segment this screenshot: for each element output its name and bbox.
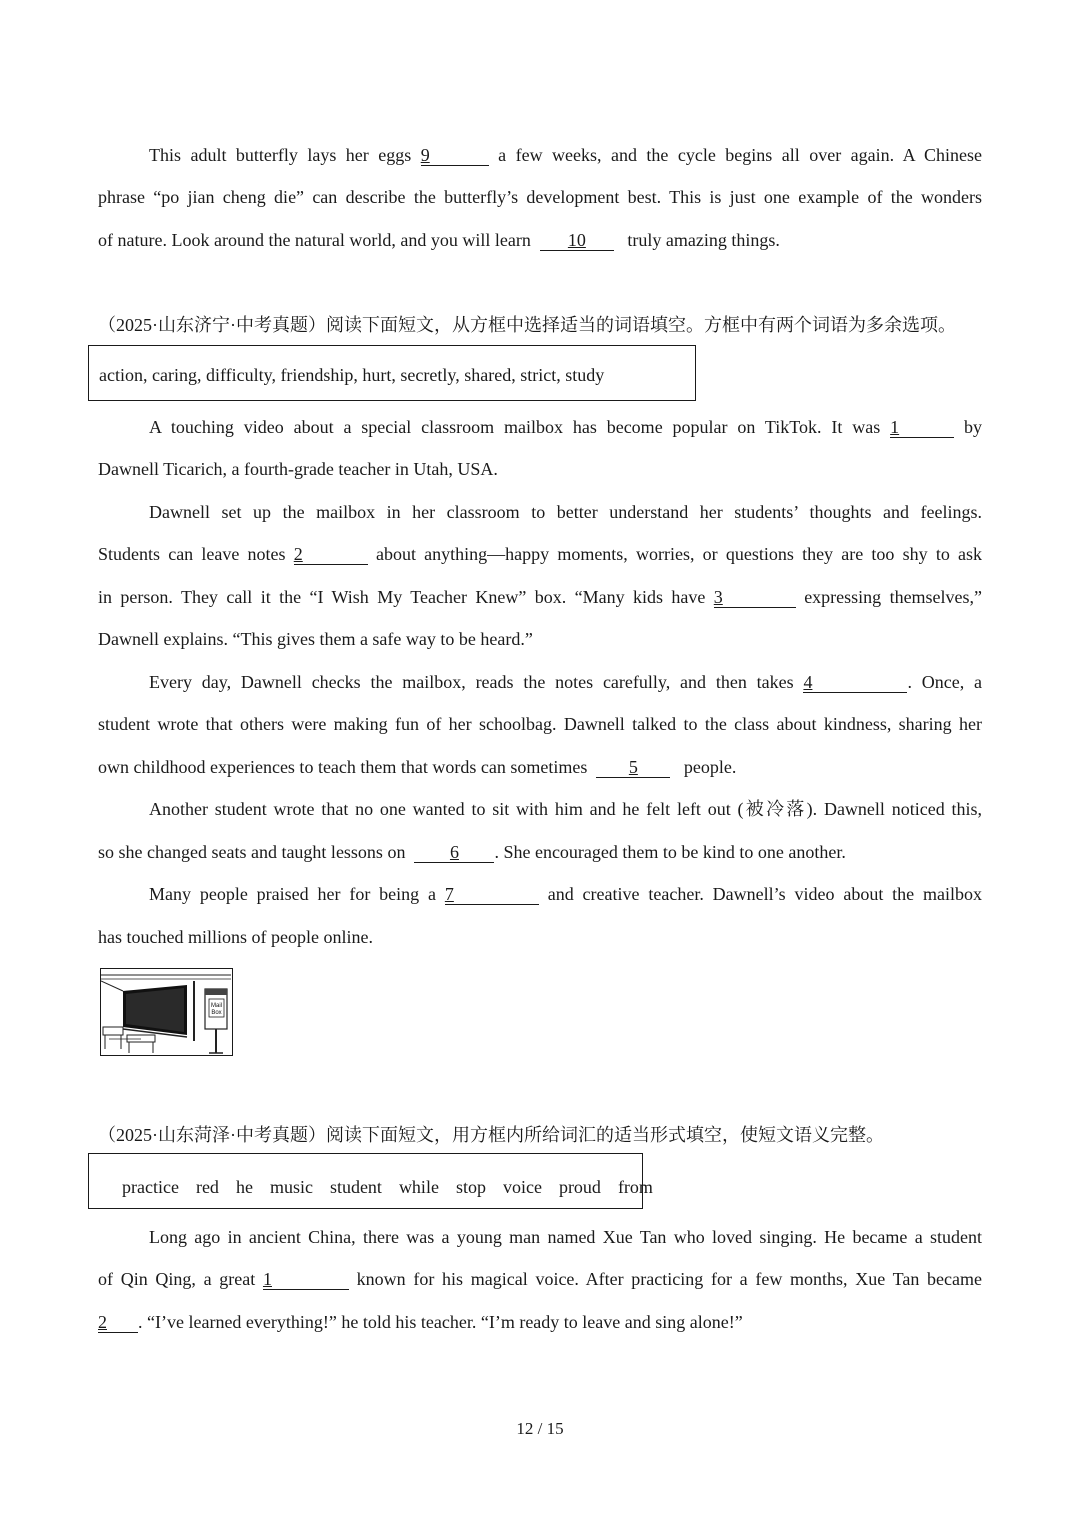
word: he xyxy=(235,1177,253,1197)
blank-1: 1 xyxy=(890,417,954,438)
svg-text:Box: Box xyxy=(211,1010,222,1016)
text: people. xyxy=(683,757,737,777)
page-number: 12 / 15 xyxy=(516,1419,564,1438)
text: about anything—happy moments, worries, or questions they are too shy to ask xyxy=(375,544,983,564)
text: in person. They call it the “I Wish My Teacher Knew” box. “Many kids have xyxy=(98,587,706,607)
q2-line-10: Another student wrote that no one wanted to sit with him and he felt left out (被冷落). Dawnell noticed this, xyxy=(149,799,982,819)
mailbox-label: Mail xyxy=(210,1003,223,1009)
classroom-mailbox-image xyxy=(100,968,233,1056)
text: so she changed seats and taught lessons on xyxy=(98,842,406,862)
q2-line-7 xyxy=(149,670,982,694)
blank-4: 4 xyxy=(803,672,907,693)
text: Students can leave notes xyxy=(98,544,286,564)
q2-line-3: Dawnell set up the mailbox in her classroom to better understand her students’ thoughts and feelings. xyxy=(149,502,982,522)
blank-1: 1 xyxy=(263,1269,349,1290)
text: Many people praised her for being a xyxy=(149,884,436,904)
word: student xyxy=(329,1177,382,1197)
text: truly amazing things. xyxy=(627,230,780,250)
text: Every day, Dawnell checks the mailbox, reads the notes carefully, and then takes xyxy=(149,672,794,692)
text: and creative teacher. Dawnell’s video about the mailbox xyxy=(547,884,983,904)
q3-header: （2025·山东菏泽·中考真题）阅读下面短文，用方框内所给词汇的适当形式填空，使短文语义完整。 xyxy=(98,1125,884,1145)
blank-9: 9 xyxy=(421,145,489,166)
text: of nature. Look around the natural world, and you will learn xyxy=(98,230,531,250)
word: stop xyxy=(455,1177,486,1197)
q2-line-8: student wrote that others were making fun of her schoolbag. Dawnell talked to the class about kindness, sharing her xyxy=(98,714,982,734)
q2-line-13: has touched millions of people online. xyxy=(98,927,373,947)
blank-3: 3 xyxy=(714,587,796,608)
word: proud xyxy=(558,1177,601,1197)
word: from xyxy=(617,1177,653,1197)
q2-line-1 xyxy=(149,415,982,439)
classroom-illustration xyxy=(101,969,231,1054)
text: by xyxy=(964,417,983,437)
q2-line-6: Dawnell explains. “This gives them a safe way to be heard.” xyxy=(98,629,533,649)
blank-2: 2 xyxy=(98,1312,138,1333)
q3-line-1: Long ago in ancient China, there was a young man named Xue Tan who loved singing. He became a student xyxy=(149,1227,982,1247)
text: This adult butterfly lays her eggs xyxy=(149,145,412,165)
blank-2: 2 xyxy=(294,544,368,565)
blank-5: 5 xyxy=(596,757,670,778)
q2-line-11 xyxy=(98,840,982,864)
passage1-line-1 xyxy=(149,143,982,167)
word: while xyxy=(398,1177,439,1197)
q3-line-2 xyxy=(98,1267,982,1291)
passage1-line-3 xyxy=(98,228,982,252)
text: . She encouraged them to be kind to one another. xyxy=(494,842,846,862)
text: . Once, a xyxy=(907,672,983,692)
word: practice xyxy=(122,1177,179,1197)
blank-10: 10 xyxy=(540,230,614,251)
word-list: action, caring, difficulty, friendship, hurt, secretly, shared, strict, study xyxy=(99,365,605,385)
text: of Qin Qing, a great xyxy=(98,1269,256,1289)
blank-6: 6 xyxy=(414,842,494,863)
q3-word-box xyxy=(88,1153,653,1209)
blank-7: 7 xyxy=(445,884,539,905)
text: expressing themselves,” xyxy=(804,587,983,607)
q2-line-4 xyxy=(98,542,982,566)
q2-line-2: Dawnell Ticarich, a fourth-grade teacher in Utah, USA. xyxy=(98,459,498,479)
q2-header: （2025·山东济宁·中考真题）阅读下面短文，从方框中选择适当的词语填空。方框中有两个词语为多余选项。 xyxy=(98,315,956,335)
q2-line-12 xyxy=(149,882,982,906)
word: music xyxy=(269,1177,313,1197)
text: . “I’ve learned everything!” he told his teacher. “I’m ready to leave and sing alone!” xyxy=(138,1312,743,1332)
text: A touching video about a special classroom mailbox has become popular on TikTok. It was xyxy=(149,417,881,437)
text: a few weeks, and the cycle begins all over again. A Chinese xyxy=(498,145,983,165)
text: own childhood experiences to teach them that words can sometimes xyxy=(98,757,588,777)
passage1-line-2: phrase “po jian cheng die” can describe the butterfly’s development best. This is just one example of the wonders xyxy=(98,187,982,207)
q2-line-5 xyxy=(98,585,982,609)
q2-word-box xyxy=(88,345,696,401)
q2-line-9 xyxy=(98,755,982,779)
text: known for his magical voice. After practicing for a few months, Xue Tan became xyxy=(356,1269,982,1289)
word: red xyxy=(195,1177,219,1197)
q3-line-3 xyxy=(98,1310,982,1334)
word: voice xyxy=(502,1177,542,1197)
